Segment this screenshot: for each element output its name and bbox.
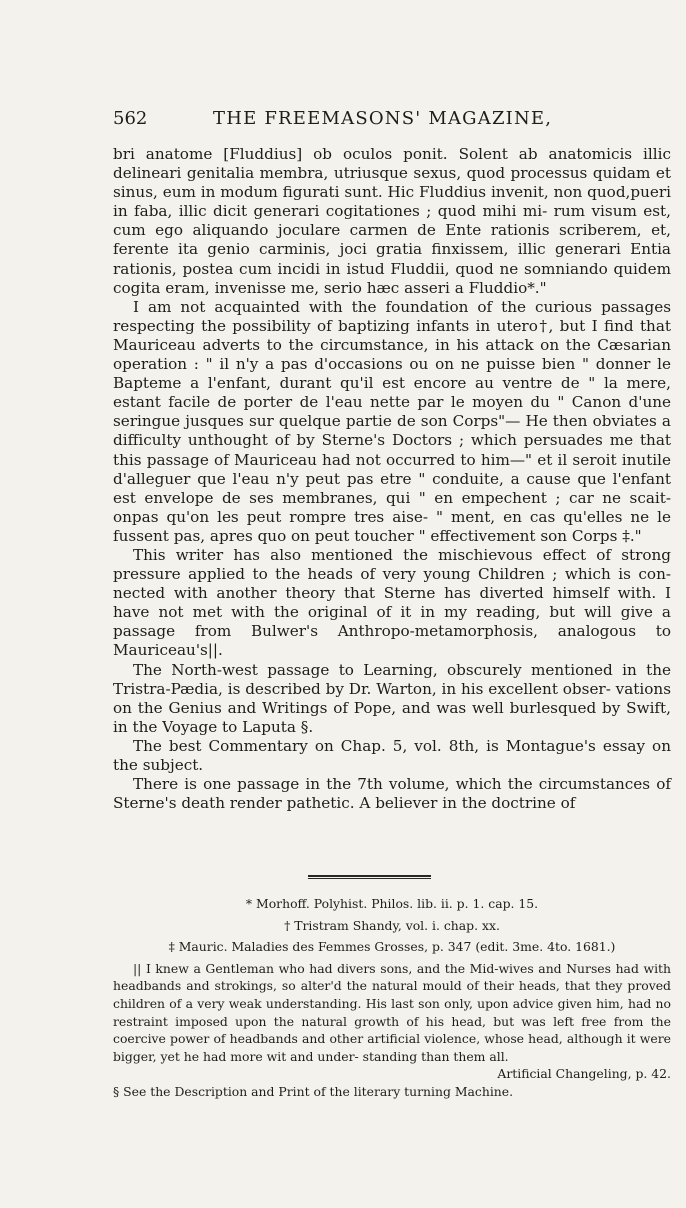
footnote-5: § See the Description and Print of the literary turning Machine. (113, 1083, 514, 1099)
footnote-divider (308, 875, 431, 879)
paragraph-1: bri anatome [Fluddius] ob oculos ponit. Solent ab anatomicis illic delineari genitalia membra, utriusque sexus, quod processus quidam et sinus, eum in modum figurati sunt. Hic Fluddius invenit, non quod,pueri in faba, illic dicit generari cogitationes ; quod mihi mi- rum visum est, cum ego aliquando joculare carmen de Ente rationis scriberem, et, ferente ita genio carminis, joci gratia finxissem, illic generari Entia rationis, postea cum incidi in istud Fluddii, quod ne somniando quidem cogita eram, invenisse me, serio hæc asseri a Fluddio*." (113, 145, 671, 297)
footnote-1: * Morhoff. Polyhist. Philos. lib. ii. p. 1. cap. 15. (245, 896, 539, 911)
body-text (113, 145, 671, 813)
page-header (113, 108, 673, 132)
paragraph-2: I am not acquainted with the foundation of the curious passages respecting the possibility of baptizing infants in utero†, but I find that Mauriceau adverts to the circumstance, in his attack on the Cæsarian operation : " il n'y a pas d'occasions ou on ne puisse bien " donner le Bapteme a l'enfant, durant qu'il est encore au ventre de " la mere, estant facile de porter de l'eau nette par le moyen du " Canon d'une seringue jusques sur quelque partie de son Corps"— He then obviates a difficulty unthought of by Sterne's Doctors ; which persuades me that this passage of Mauriceau had not occurred to him—" et il seroit inutile d'alleguer que l'eau n'y peut pas etre " conduite, a cause que l'enfant est envelope de ses membranes, qui " en empechent ; car ne scait-onpas qu'on les peut rompre tres aise- " ment, en cas qu'elles ne le fussent pas, apres quo on peut toucher " effectivement son Corps ‡." (113, 297, 671, 545)
footnote-2: † Tristram Shandy, vol. i. chap. xx. (284, 917, 500, 933)
page-number: 562 (113, 108, 148, 129)
paragraph-3: This writer has also mentioned the mischievous effect of strong pressure applied to the heads of very young Children ; which is con- nected with another theory that Sterne has diverted himself with. I have not met with the original of it in my reading, but will give a passage from Bulwer's Anthropo-metamorphosis, analogous to Mauriceau's||. (113, 545, 671, 660)
footnote-4-source: Artificial Changeling, p. 42. (497, 1066, 671, 1082)
running-title: THE FREEMASONS' MAGAZINE, (213, 108, 553, 129)
footnote-4: || I knew a Gentleman who had divers sons, and the Mid-wives and Nurses had with headbands and strokings, so alter'd the natural mould of their heads, that they proved children of a very weak understanding. His last son only, upon advice given him, had no restraint imposed upon the natural growth of his head, but was left free from the coercive power of headbands and other artificial violence, whose head, although it were bigger, yet he had more wit and under- standing than them all. (113, 960, 671, 1064)
footnotes (113, 895, 671, 1101)
paragraph-4: The North-west passage to Learning, obscurely mentioned in the Tristra-Pædia, is described by Dr. Warton, in his excellent obser- vations on the Genius and Writings of Pope, and was well burlesqued by Swift, in the Voyage to Laputa §. (113, 660, 671, 736)
paragraph-5: The best Commentary on Chap. 5, vol. 8th, is Montague's essay on the subject. (113, 736, 671, 774)
footnote-3: ‡ Mauric. Maladies des Femmes Grosses, p. 347 (edit. 3me. 4to. 1681.) (168, 939, 616, 955)
paragraph-6: There is one passage in the 7th volume, which the circumstances of Sterne's death render pathetic. A believer in the doctrine of (113, 775, 671, 813)
